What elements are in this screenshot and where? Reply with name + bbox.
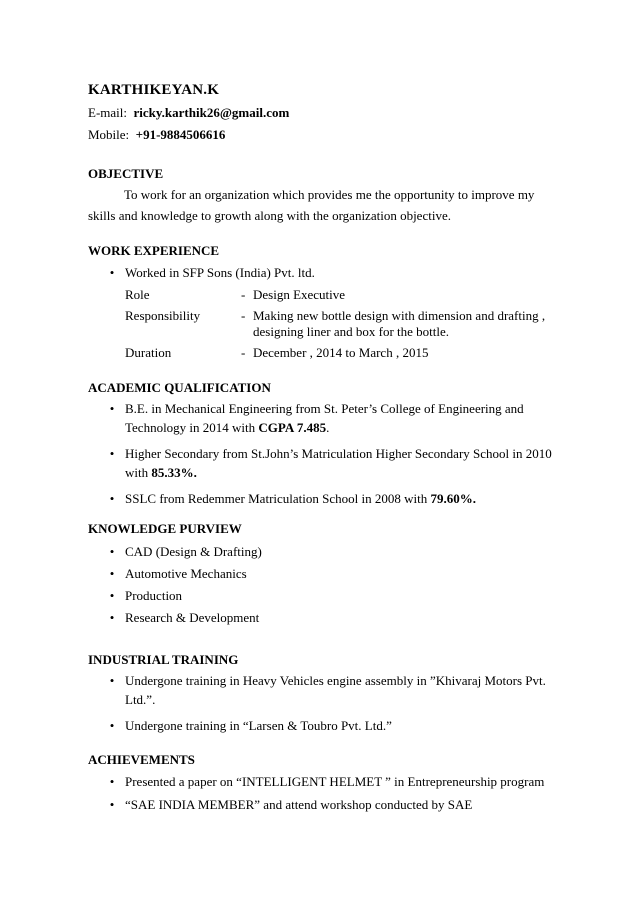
training-list bbox=[106, 671, 566, 735]
role-dash: - bbox=[241, 287, 246, 302]
mobile-number: +91-9884506616 bbox=[135, 127, 226, 142]
bullet-icon: • bbox=[109, 446, 115, 461]
be-line-2-post: . bbox=[326, 420, 330, 435]
achievements-list bbox=[106, 771, 566, 815]
list-item bbox=[106, 671, 566, 709]
list-item bbox=[106, 444, 566, 482]
list-item bbox=[106, 399, 566, 437]
training-item-2: Undergone training in “Larsen & Toubro Pvt. Ltd.” bbox=[125, 718, 392, 733]
achievement-item-1: Presented a paper on “INTELLIGENT HELMET ” in Entrepreneurship program bbox=[125, 774, 545, 789]
bullet-icon: • bbox=[109, 797, 115, 812]
sslc-line: SSLC from Redemmer Matriculation School in 2008 with bbox=[125, 491, 431, 506]
bullet-icon: • bbox=[109, 718, 115, 733]
knowledge-item-production: Production bbox=[125, 588, 183, 603]
knowledge-item-automotive: Automotive Mechanics bbox=[125, 566, 247, 581]
email-address: ricky.karthik26@gmail.com bbox=[133, 105, 290, 120]
academic-list bbox=[106, 399, 566, 508]
duration-value: December , 2014 to March , 2015 bbox=[253, 345, 429, 360]
list-item bbox=[106, 716, 566, 735]
bullet-icon: • bbox=[109, 774, 115, 789]
duration-label: Duration bbox=[125, 345, 172, 360]
candidate-name: KARTHIKEYAN.K bbox=[88, 82, 220, 98]
list-item bbox=[106, 794, 566, 815]
hs-line-1: Higher Secondary from St.John’s Matriculation Higher Secondary School in 2010 bbox=[125, 446, 552, 461]
training-heading: INDUSTRIAL TRAINING bbox=[88, 652, 239, 667]
mobile-line bbox=[88, 124, 225, 145]
achievements-heading: ACHIEVEMENTS bbox=[88, 752, 195, 767]
work-company: Worked in SFP Sons (India) Pvt. ltd. bbox=[125, 265, 315, 280]
hs-line-2-pre: with bbox=[125, 465, 152, 480]
knowledge-list bbox=[106, 541, 566, 628]
responsibility-value-2: designing liner and box for the bottle. bbox=[253, 324, 450, 339]
list-item bbox=[106, 771, 566, 792]
list-item bbox=[106, 541, 566, 562]
be-line-1: B.E. in Mechanical Engineering from St. Peter’s College of Engineering and bbox=[125, 401, 524, 416]
responsibility-value-1: Making new bottle design with dimension and drafting , bbox=[253, 308, 546, 323]
list-item bbox=[106, 489, 566, 508]
bullet-icon: • bbox=[109, 610, 115, 625]
bullet-icon: • bbox=[109, 401, 115, 416]
role-value: Design Executive bbox=[253, 287, 346, 302]
objective-heading: OBJECTIVE bbox=[88, 166, 164, 181]
bullet-icon: • bbox=[109, 673, 115, 688]
list-item bbox=[106, 563, 566, 584]
bullet-icon: • bbox=[109, 566, 115, 581]
responsibility-label: Responsibility bbox=[125, 308, 201, 323]
duration-dash: - bbox=[241, 345, 246, 360]
email-label: E-mail: bbox=[88, 105, 127, 120]
list-item bbox=[106, 585, 566, 606]
academic-heading: ACADEMIC QUALIFICATION bbox=[88, 380, 271, 395]
training-item-1-line-2: Ltd.”. bbox=[125, 692, 156, 707]
bullet-icon: • bbox=[109, 491, 115, 506]
objective-line-1: To work for an organization which provides me the opportunity to improve my bbox=[124, 187, 535, 202]
list-item bbox=[106, 262, 566, 283]
bullet-icon: • bbox=[109, 544, 115, 559]
work-experience-heading: WORK EXPERIENCE bbox=[88, 243, 220, 258]
knowledge-item-research: Research & Development bbox=[125, 610, 260, 625]
bullet-icon: • bbox=[109, 588, 115, 603]
knowledge-item-cad: CAD (Design & Drafting) bbox=[125, 544, 262, 559]
be-cgpa: CGPA 7.485 bbox=[258, 420, 327, 435]
list-item bbox=[106, 607, 566, 628]
mobile-label: Mobile: bbox=[88, 127, 130, 142]
role-label: Role bbox=[125, 287, 150, 302]
objective-line-2: skills and knowledge to growth along with the organization objective. bbox=[88, 208, 451, 223]
email-line bbox=[88, 102, 289, 123]
achievement-item-2: “SAE INDIA MEMBER” and attend workshop conducted by SAE bbox=[125, 797, 473, 812]
training-item-1-line-1: Undergone training in Heavy Vehicles engine assembly in ”Khivaraj Motors Pvt. bbox=[125, 673, 546, 688]
hs-percent: 85.33%. bbox=[151, 465, 197, 480]
work-list bbox=[106, 262, 566, 283]
sslc-percent: 79.60%. bbox=[430, 491, 476, 506]
responsibility-dash: - bbox=[241, 308, 246, 323]
knowledge-heading: KNOWLEDGE PURVIEW bbox=[88, 521, 242, 536]
bullet-icon: • bbox=[109, 265, 115, 280]
be-line-2-pre: Technology in 2014 with bbox=[125, 420, 259, 435]
